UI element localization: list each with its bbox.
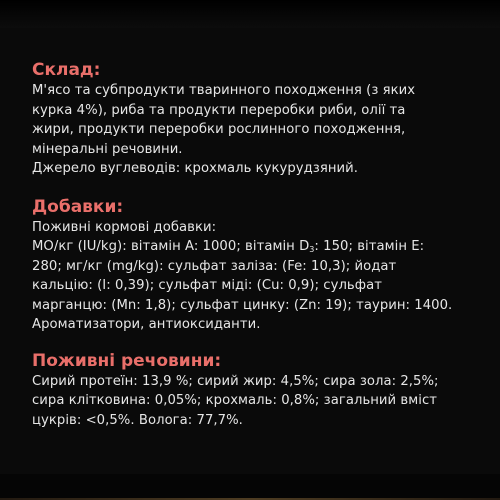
carbohydrate-source-line: Джерело вуглеводів: крохмаль кукурудзяний. [32,161,359,176]
vitamins-line [32,237,482,257]
composition-line: жири, продукти переробки рослинного походження, [32,122,406,137]
composition-section [32,59,482,179]
composition-text [32,81,482,179]
nutrients-line: сира клітковина: 0,05%; крохмаль: 0,8%; загальний вміст [32,393,437,408]
nutrients-heading: Поживні речовини: [32,350,222,371]
additives-heading: Добавки: [32,196,124,217]
additives-section [32,196,482,335]
vitamin-d-subscript: 3 [309,245,315,254]
additives-text [32,218,482,335]
vitamins-text-before: МО/кг (IU/kg): вітамін A: 1000; вітамін D [32,239,310,254]
additives-line: Поживні кормові добавки: [32,219,217,235]
composition-heading: Склад: [32,60,101,80]
additives-line: марганцю: (Mn: 1,8); сульфат цинку: (Zn: 19); таурин: 1400. [32,297,453,313]
composition-line: мінеральні речовини. [32,141,183,157]
nutrients-text [32,372,482,431]
additives-line: Ароматизатори, антиоксиданти. [32,317,261,332]
additives-line: кальцію: (I: 0,39); сульфат міді: (Cu: 0,9); сульфат [32,278,382,293]
nutrients-line: цукрів: <0,5%. Волога: 77,7%. [32,412,243,428]
label-content [32,59,482,430]
bottom-band [0,474,500,500]
additives-line: 280; мг/кг (mg/kg): сульфат заліза: (Fe: 10,3); йодат [32,258,397,274]
composition-line: курка 4%), риба та продукти переробки риби, олії та [32,102,406,118]
vitamins-text-after: : 150; вітамін E: [314,239,425,254]
composition-line: М'ясо та субпродукти тваринного походження (з яких [32,83,416,98]
nutrients-section [32,350,482,431]
top-band [0,0,500,28]
nutrients-line: Сирий протеїн: 13,9 %; сирий жир: 4,5%; сира зола: 2,5%; [32,373,439,389]
